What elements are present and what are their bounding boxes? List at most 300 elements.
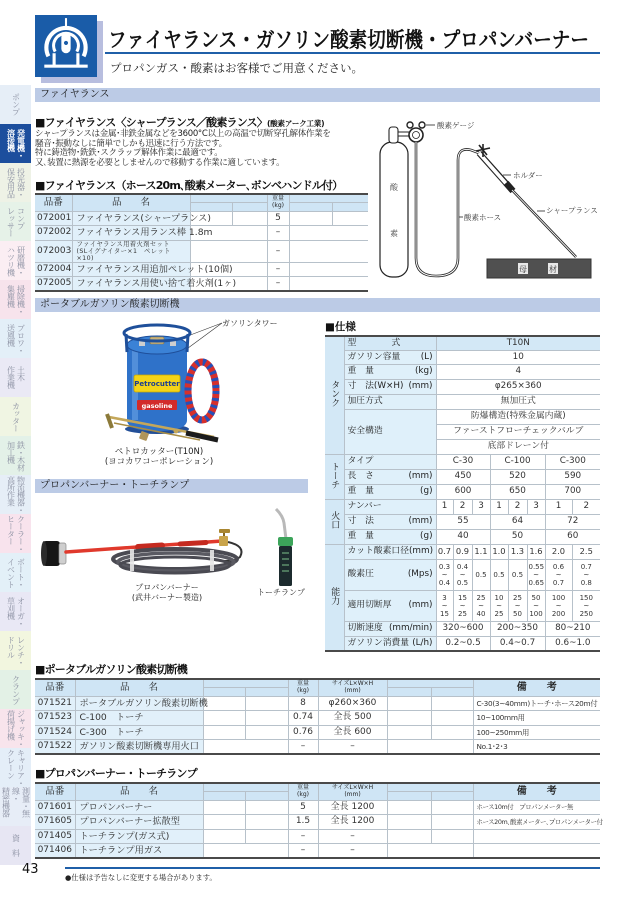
spec-value: 1.0 (490, 544, 508, 559)
table-row (35, 844, 600, 859)
cylinder-label: 酸 (390, 183, 398, 192)
sidebar-tab-label: キャリア・ クレーン (6, 748, 26, 787)
spec-value: 2.0 (545, 544, 572, 559)
label-text: 長 さ (347, 471, 374, 482)
sidebar-tab-label: レンチ・ ドリル (6, 635, 26, 666)
spec-row-torch-length (325, 469, 600, 484)
table-row (35, 711, 600, 726)
caption-line: プロパンバーナー (135, 583, 199, 592)
brand-logo (35, 15, 97, 77)
col-header-blank (332, 203, 368, 212)
item-code: 072003 (35, 240, 72, 262)
sidebar-tab-metal-wood-processing[interactable] (0, 436, 31, 475)
unit-text: (mm) (408, 381, 433, 392)
item-name: C-300 トーチ (75, 725, 203, 740)
sidebar-tab-label: ジャッキ・ 荷揚げ機 (6, 709, 26, 748)
item-weight: – (267, 262, 289, 277)
page-number: 43 (22, 862, 39, 877)
table-header-row (35, 194, 368, 203)
fire-lance-description (35, 130, 331, 168)
footer-note: ●仕様は予告なしに変更する場合があります。 (65, 873, 217, 882)
sidebar-tab-label: 資 料 (11, 834, 21, 857)
empty-cell (431, 696, 473, 711)
unit-text: (mm) (408, 516, 433, 527)
spec-label (344, 409, 436, 454)
item-remarks: No.1･2･3 (473, 740, 600, 755)
torch-lamp-head (278, 537, 293, 546)
spec-row-safety (325, 409, 600, 424)
item-size: – (318, 844, 387, 859)
sidebar-tab-label: オーガ・ 草刈機 (6, 596, 26, 627)
col-header-code: 品番 (35, 194, 72, 211)
item-code: 071406 (35, 844, 75, 859)
title-rule (105, 52, 600, 54)
spec-table (325, 335, 600, 652)
label-text: 重 量 (347, 486, 374, 497)
spec-value: 0.6~1.0 (545, 636, 600, 651)
item-remarks: ホース20m､酸素メーター､プロパンメーター付 (473, 815, 600, 830)
base-material-label: 母 (519, 265, 527, 274)
caption-line: (ヨコカワコーポレーション) (104, 457, 214, 467)
col-header-code: 品番 (35, 679, 75, 696)
item-size: 全長 1200 (318, 800, 387, 815)
empty-cell (203, 844, 288, 859)
holder-label: ホルダー (513, 171, 543, 180)
empty-cell (387, 725, 431, 740)
spec-value: 4 (436, 364, 600, 379)
spec-value: 100 ~ 200 (545, 590, 572, 621)
spec-group-torch (325, 454, 344, 499)
gauge-knob (407, 122, 413, 128)
spec-value: 10 (436, 350, 600, 364)
table-row (35, 262, 368, 277)
caption-line: ペトロカッター(T10N) (114, 447, 204, 457)
item-name: トーチランプ用ガス (75, 844, 203, 859)
page-title: ファイヤランス・ガソリン酸素切断機・プロパンバーナー (108, 28, 589, 52)
spec-value: 防爆構造(特殊金属内蔵) (436, 409, 600, 424)
sidebar-tab-jack-hoist[interactable] (0, 709, 31, 748)
label-text: 寸 法 (347, 516, 374, 527)
empty-cell (289, 262, 368, 277)
label-text: 切断速度 (347, 623, 383, 634)
item-name: トーチランプ(ガス式) (75, 829, 203, 844)
col-header-blank (387, 679, 473, 688)
oxygen-gauge-icon (409, 128, 423, 142)
sidebar-tab-label: ポンプ (11, 93, 21, 116)
page-subtitle: プロパンガス・酸素はお客様でご用意ください。 (110, 61, 363, 75)
fuel-plate-text: gasoline (141, 402, 173, 410)
unit-text: (Mps) (407, 569, 433, 580)
sidebar-tab-reference[interactable] (0, 826, 31, 865)
empty-cell (387, 815, 431, 830)
sidebar-tab-civil-engineering[interactable] (0, 358, 31, 397)
caption-line: (武井バーナー製造) (131, 593, 203, 602)
fire-lance-heading (35, 116, 324, 130)
col-header-blank (245, 688, 288, 697)
item-code: 071522 (35, 740, 75, 755)
group-label: 火口 (329, 511, 340, 530)
label-text: ガソリン容量 (347, 351, 401, 362)
brand-plate-text: Petrocutter (134, 380, 180, 388)
table-row (35, 725, 600, 740)
burner-valve (219, 536, 228, 546)
sidebar-tab-label: クランプ (11, 674, 21, 705)
sidebar-tab-label: 物流機器・ 高所作業 (6, 475, 26, 514)
empty-cell (203, 829, 245, 844)
col-header-blank (387, 783, 473, 792)
item-weight: 1.5 (288, 815, 318, 830)
spec-row-nozzle-weight (325, 529, 600, 544)
section-bar-fire-lance: ファイヤランス (35, 88, 600, 102)
empty-cell (203, 696, 245, 711)
spec-label (344, 484, 436, 499)
empty-cell (289, 226, 368, 241)
spec-row-cutting-thickness (325, 590, 600, 621)
col-header-size: サイズL×W×H (mm) (318, 679, 387, 696)
sidebar-tab-clamp[interactable] (0, 670, 31, 709)
spec-value: 600 (436, 484, 490, 499)
empty-cell (387, 800, 431, 815)
spec-value: 0.55 ~ 0.65 (527, 559, 545, 590)
label-text: カット酸素口径 (347, 546, 409, 557)
sidebar-tab-auger-mower[interactable] (0, 592, 31, 631)
group-label: トーチ (329, 461, 340, 489)
item-name: ファイヤランス用ランス棒 1.8m (72, 226, 190, 241)
empty-cell (387, 740, 473, 755)
sidebar-tab-label: 投光器・ 保安用品 (6, 167, 26, 198)
spec-group-capacity (325, 544, 344, 651)
table-header-row (35, 783, 600, 792)
item-size: 全長 1200 (318, 815, 387, 830)
col-header-blank (203, 792, 245, 801)
gauge-label: 酸素ゲージ (437, 121, 475, 130)
spec-label (344, 514, 436, 529)
spec-value: 1 (436, 499, 453, 514)
sidebar-tab-label: 研磨機・ ハツリ機 (6, 245, 26, 276)
sidebar-tab-cutter[interactable] (0, 397, 31, 436)
spec-value: 0.7 (436, 544, 453, 559)
sidebar-tab-vacuum-dust-collector[interactable] (0, 280, 31, 319)
item-weight: 0.76 (288, 725, 318, 740)
col-header-blank (387, 792, 431, 801)
col-header-blank (232, 203, 267, 212)
fire-lance-diagram (370, 110, 600, 285)
group-label: 能力 (329, 586, 340, 605)
group-label: タンク (329, 380, 340, 408)
empty-cell (190, 240, 267, 262)
propane-table-heading: ■プロパンバーナー・トーチランプ (35, 767, 197, 780)
item-code: 071521 (35, 696, 75, 711)
empty-cell (387, 711, 431, 726)
item-weight: 5 (267, 211, 289, 226)
spec-value: 25 ~ 50 (508, 590, 527, 621)
footer-rule (65, 867, 600, 869)
label-text: 重 量 (347, 531, 374, 542)
col-header-blank (203, 783, 288, 792)
spec-label (344, 544, 436, 559)
spec-row-torch-weight (325, 484, 600, 499)
sidebar-tab-boat-event[interactable] (0, 553, 31, 592)
label-text: 重 量 (347, 366, 374, 377)
spec-group-tank (325, 336, 344, 454)
col-header-weight: 重量 (kg) (267, 194, 289, 211)
sidebar-tab-floodlight-safety[interactable] (0, 163, 31, 202)
propane-illustration (38, 500, 308, 592)
item-name: プロパンバーナー (75, 800, 203, 815)
empty-cell (245, 815, 288, 830)
empty-cell (203, 815, 245, 830)
label-text: 安全構造 (347, 426, 383, 437)
spec-value: 1 (490, 499, 508, 514)
sidebar-tab-generator-welder[interactable] (0, 124, 31, 163)
sidebar-tab-logistics-aerial[interactable] (0, 475, 31, 514)
col-header-blank (289, 203, 332, 212)
col-header-blank (431, 792, 473, 801)
sidebar-tab-label: 土木 作業機 (6, 366, 26, 389)
spec-row-tank-weight (325, 364, 600, 379)
fire-lance-table-heading: ■ファイヤランス（ホース20m､酸素メーター､ボンベハンドル付） (35, 179, 343, 192)
item-remarks: C-30(3~40mm)トーチ･ホース20m付 (473, 696, 600, 711)
sidebar-tab-carrier-crane[interactable] (0, 748, 31, 787)
hose-coil (188, 362, 216, 420)
torch-lamp-nozzle (276, 509, 286, 539)
spec-value: C-100 (490, 454, 545, 469)
item-code: 071605 (35, 815, 75, 830)
spec-value: 3 (527, 499, 545, 514)
unit-text: (mm) (409, 546, 434, 557)
spec-label (344, 379, 436, 394)
item-size: 全長 500 (318, 711, 387, 726)
sidebar-tab-compressor[interactable] (0, 202, 31, 241)
spec-value: 320~600 (436, 621, 490, 636)
torch-lamp-canister (279, 546, 292, 586)
item-code: 071405 (35, 829, 75, 844)
item-code: 072001 (35, 211, 72, 226)
table-header-row (35, 679, 600, 688)
torch-valve (174, 429, 179, 434)
torch-handle (186, 433, 218, 440)
item-name: ファイヤランス用使い捨て着火剤(1ヶ) (72, 277, 190, 292)
empty-cell (387, 829, 431, 844)
sidebar-tab-pump[interactable] (0, 85, 31, 124)
spec-value: 0.5 (508, 559, 527, 590)
spec-value: ファーストフローチェックバルブ (436, 424, 600, 439)
item-code: 072005 (35, 277, 72, 292)
spec-label (344, 469, 436, 484)
spec-value: 60 (545, 529, 600, 544)
col-header-blank (203, 688, 245, 697)
spec-value: 0.7 ~ 0.8 (572, 559, 600, 590)
col-header-weight: 重量 (kg) (288, 679, 318, 696)
spec-value: 0.6 ~ 0.7 (545, 559, 572, 590)
spec-value: 2.5 (572, 544, 600, 559)
empty-cell (203, 711, 245, 726)
spec-value: 700 (545, 484, 600, 499)
item-weight: – (288, 844, 318, 859)
description-line: 又､装置に熱源を必要としませんので移動する作業に適しています。 (35, 157, 285, 168)
sidebar-tab-label: ボート・ イベント (6, 557, 26, 588)
table-row (35, 829, 600, 844)
label-text: 酸素圧 (347, 569, 374, 580)
spec-label (344, 590, 436, 621)
spec-value: 520 (490, 469, 545, 484)
spec-value: 1.3 (508, 544, 527, 559)
col-header-name: 品 名 (75, 783, 203, 800)
item-name: ポータブルガソリン酸素切断機 (75, 696, 203, 711)
spec-value: 450 (436, 469, 490, 484)
spec-value: 3 ~ 15 (436, 590, 453, 621)
sidebar-tab-label: 測量・無線・ 精密機器 (1, 787, 31, 817)
col-header-remarks: 備 考 (473, 783, 600, 800)
spec-row-tank-size (325, 379, 600, 394)
unit-text: (mm) (408, 600, 433, 611)
table-row (35, 277, 368, 292)
hose-label: 酸素ホース (464, 213, 502, 222)
spec-row-torch-type (325, 454, 600, 469)
table-row (35, 240, 368, 262)
empty-cell (245, 829, 288, 844)
item-weight: 5 (288, 800, 318, 815)
spec-value: 2 (572, 499, 600, 514)
item-code: 071523 (35, 711, 75, 726)
item-code: 072002 (35, 226, 72, 241)
item-name: ガソリン酸素切断機専用火口 (75, 740, 203, 755)
petrocutter-caption (98, 447, 220, 467)
spec-value: 25 ~ 40 (472, 590, 490, 621)
gasoline-tower-label: ガソリンタワー (222, 319, 278, 328)
unit-text: (mm) (408, 471, 433, 482)
empty-cell (245, 696, 288, 711)
table-row (35, 815, 600, 830)
col-header-size: サイズL×W×H (mm) (318, 783, 387, 800)
lance-label: シャープランス (546, 206, 598, 215)
empty-cell (431, 725, 473, 740)
spec-value: 2 (508, 499, 527, 514)
col-header-blank (203, 679, 288, 688)
empty-cell (203, 800, 245, 815)
label-text: 適用切断厚 (347, 600, 392, 611)
unit-text: (g) (420, 531, 433, 542)
table-row (35, 800, 600, 815)
spec-label (344, 499, 436, 514)
sidebar-tab-surveying-radio[interactable] (0, 787, 31, 826)
spec-value: 0.3 ~ 0.4 (436, 559, 453, 590)
gasoline-cutter-table-heading: ■ポータブルガソリン酸素切断機 (35, 663, 187, 676)
sidebar-tab-blower[interactable] (0, 319, 31, 358)
empty-cell (289, 240, 368, 262)
empty-cell (431, 800, 473, 815)
base-material (487, 259, 591, 278)
torch-lamp-caption: トーチランプ (257, 588, 305, 597)
oxygen-cylinder (380, 142, 408, 277)
item-weight: 8 (288, 696, 318, 711)
item-name: ファイヤランス(シャープランス) (72, 211, 190, 226)
cylinder-label: 素 (390, 229, 398, 238)
spec-label (344, 529, 436, 544)
spec-value: 15 ~ 25 (453, 590, 472, 621)
gauge-knob (419, 122, 425, 128)
item-remarks (473, 829, 600, 844)
sidebar-tab-label: クーラー・ ヒーター (6, 514, 26, 553)
col-header-blank (431, 688, 473, 697)
spec-label (344, 336, 436, 350)
item-weight: – (267, 277, 289, 292)
spec-label (344, 454, 436, 469)
table-row (35, 696, 600, 711)
description-line: 特に鋳造物･銑鉄･スクラップ解体作業に最適です。 (35, 148, 223, 159)
item-size: – (318, 829, 387, 844)
sidebar-tab-grinder-chipper[interactable] (0, 241, 31, 280)
label-text: 加圧方式 (347, 396, 383, 407)
sidebar-tab-label: ブロワ・ 送風機 (6, 323, 26, 354)
spec-row-pressurization (325, 394, 600, 409)
item-weight: – (267, 226, 289, 241)
empty-cell (245, 800, 288, 815)
spec-row-gas-consumption (325, 636, 600, 651)
sidebar-tab-cooler-heater[interactable] (0, 514, 31, 553)
col-header-blank (190, 194, 267, 203)
description-line: 騒音･振動なしに簡単でしかも迅速に行う方法です。 (35, 138, 227, 149)
unit-text: (kg) (414, 366, 433, 377)
propane-burner-caption (118, 583, 216, 603)
spec-row-gas-capacity (325, 350, 600, 364)
spec-group-nozzle (325, 499, 344, 544)
empty-cell (232, 211, 267, 226)
sidebar-tab-wrench-drill[interactable] (0, 631, 31, 670)
unit-text: (mm/min) (388, 623, 433, 634)
item-remarks: 10~100mm用 (473, 711, 600, 726)
valve-connector (398, 132, 409, 136)
spec-value: 1 (545, 499, 572, 514)
spec-value: 64 (490, 514, 545, 529)
item-name: ファイヤランス用追加ペレット(10個) (72, 262, 190, 277)
spec-label (344, 364, 436, 379)
spec-row-nozzle-size (325, 514, 600, 529)
item-weight: 0.74 (288, 711, 318, 726)
item-weight: – (288, 829, 318, 844)
spec-value: 0.2~0.5 (436, 636, 490, 651)
spec-label (344, 636, 436, 651)
spec-heading: ■仕様 (325, 321, 356, 333)
spec-row-cut-oxygen-bore (325, 544, 600, 559)
empty-cell (431, 815, 473, 830)
spec-value: 80~210 (545, 621, 600, 636)
unit-text: (L/h) (412, 637, 433, 648)
oxygen-hose (416, 142, 479, 276)
empty-cell (387, 696, 431, 711)
heading-text: ■ファイヤランス〈シャープランス／酸素ランス〉 (35, 116, 268, 129)
empty-cell (431, 711, 473, 726)
col-header-remarks: 備 考 (473, 679, 600, 696)
section-bar-gasoline-cutter: ポータブルガソリン酸素切断機 (35, 298, 600, 312)
table-row (35, 211, 368, 226)
label-text: 型 式 (347, 337, 401, 348)
leader-line (184, 323, 222, 351)
spec-row-oxygen-pressure (325, 559, 600, 590)
spec-row-nozzle-number (325, 499, 600, 514)
petrocutter-illustration (95, 315, 285, 450)
item-name: プロパンバーナー拡散型 (75, 815, 203, 830)
sidebar-tab-label: 掃除機・ 集塵機 (6, 284, 26, 315)
spec-value: 150 ~ 250 (572, 590, 600, 621)
label-text: ナンバー (347, 501, 382, 512)
empty-cell (203, 725, 245, 740)
description-line: シャープランスは金属･非鉄金属などを3600°C以上の高温で切断穿孔解体作業を (35, 129, 331, 139)
base-material-label: 材 (549, 265, 557, 274)
spec-value: C-30 (436, 454, 490, 469)
empty-cell (245, 711, 288, 726)
unit-text: (L) (420, 351, 433, 362)
